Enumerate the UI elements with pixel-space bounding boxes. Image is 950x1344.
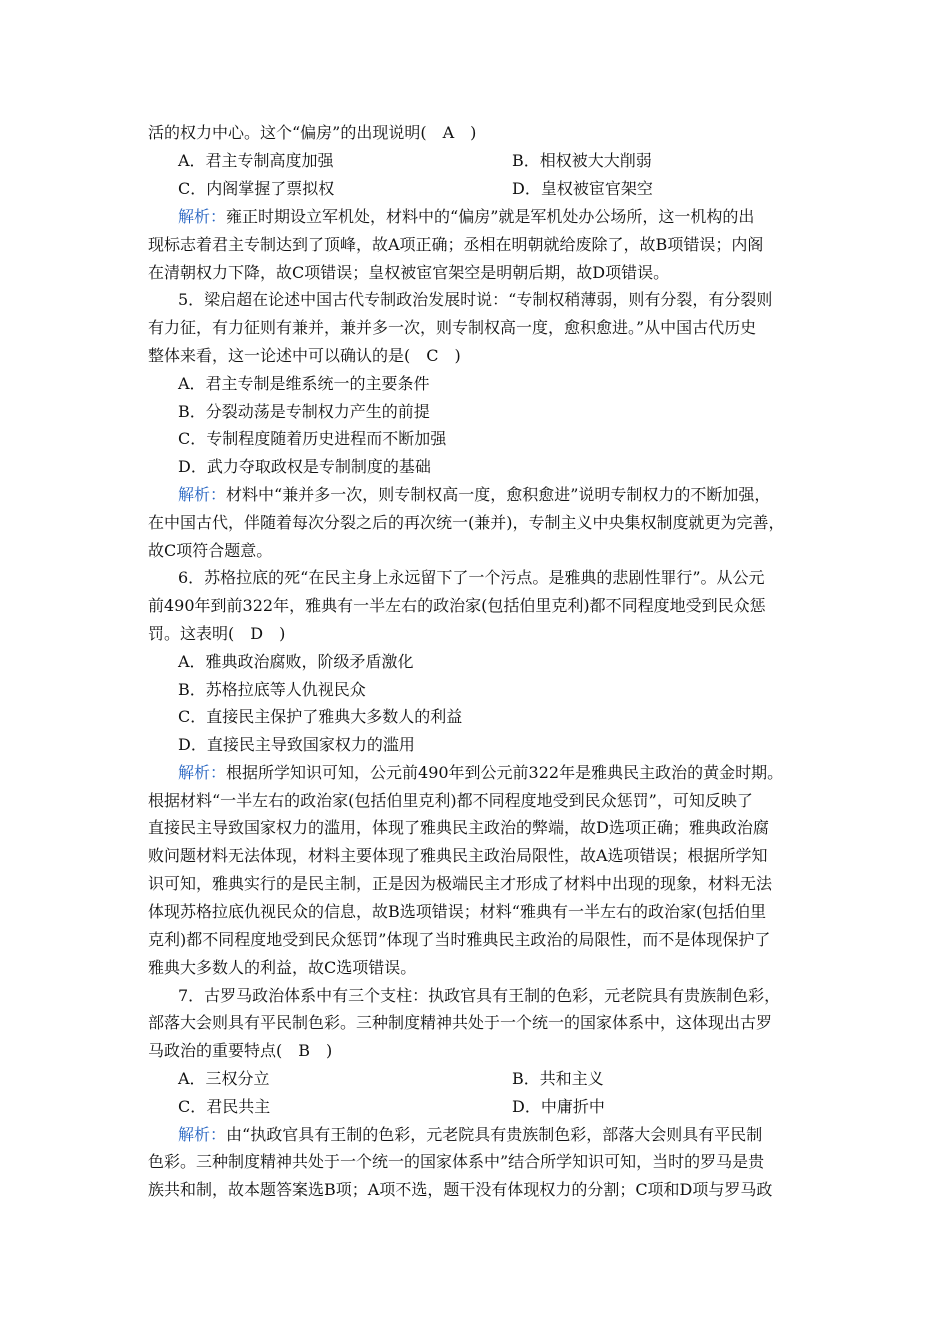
analysis-label: 解析： xyxy=(178,763,227,782)
q6-analysis-line: 体现苏格拉底仇视民众的信息，故B选项错误；材料“雅典有一半左右的政治家(包括伯里 xyxy=(148,902,767,921)
q4-option-c: C．内阁掌握了票拟权 xyxy=(178,179,335,198)
q5-analysis-line: 在中国古代，伴随着每次分裂之后的再次统一(兼并)，专制主义中央集权制度就更为完善， xyxy=(148,513,785,532)
q7-analysis-text: 由“执政官具有王制的色彩，元老院具有贵族制色彩，部落大会则具有平民制 xyxy=(226,1125,763,1144)
q4-analysis-line xyxy=(178,207,754,227)
q7-option-d: D．中庸折中 xyxy=(512,1097,605,1116)
analysis-label: 解析： xyxy=(178,207,227,226)
q5-stem-line: 有力征，有力征则有兼并，兼并多一次，则专制权高一度，愈积愈进。”从中国古代历史 xyxy=(148,318,757,337)
q5-option-a: A．君主专制是维系统一的主要条件 xyxy=(178,374,430,393)
q5-stem-line: 5．梁启超在论述中国古代专制政治发展时说：“专制权稍薄弱，则有分裂，有分裂则 xyxy=(178,290,773,309)
q4-analysis-line: 在清朝权力下降，故C项错误；皇权被宦官架空是明朝后期，故D项错误。 xyxy=(148,263,670,282)
q7-analysis-line: 族共和制，故本题答案选B项；A项不选，题干没有体现权力的分割；C项和D项与罗马政 xyxy=(148,1180,773,1199)
q5-analysis-line: 故C项符合题意。 xyxy=(148,541,273,560)
q7-analysis-line: 色彩。三种制度精神共处于一个统一的国家体系中”结合所学知识可知，当时的罗马是贵 xyxy=(148,1152,765,1171)
analysis-label: 解析： xyxy=(178,485,227,504)
q5-stem-line: 整体来看，这一论述中可以确认的是( C ) xyxy=(148,346,461,365)
q7-option-b: B．共和主义 xyxy=(512,1069,604,1088)
q6-analysis-line: 识可知，雅典实行的是民主制，正是因为极端民主才形成了材料中出现的现象，材料无法 xyxy=(148,874,773,893)
q5-analysis-text: 材料中“兼并多一次，则专制权高一度，愈积愈进”说明专制权力的不断加强， xyxy=(226,485,771,504)
q6-analysis-line: 雅典大多数人的利益，故C选项错误。 xyxy=(148,958,417,977)
q5-option-c: C．专制程度随着历史进程而不断加强 xyxy=(178,429,447,448)
q4-option-a: A．君主专制高度加强 xyxy=(178,151,334,170)
q4-option-b: B．相权被大大削弱 xyxy=(512,151,652,170)
q6-analysis-text: 根据所学知识可知，公元前490年到公元前322年是雅典民主政治的黄金时期。 xyxy=(226,763,784,782)
q6-stem-line: 罚。这表明( D ) xyxy=(148,624,286,643)
q6-stem-line: 前490年到前322年，雅典有一半左右的政治家(包括伯里克利)都不同程度地受到民众惩 xyxy=(148,596,766,615)
q6-option-b: B．苏格拉底等人仇视民众 xyxy=(178,680,366,699)
q7-option-a: A．三权分立 xyxy=(178,1069,270,1088)
q6-analysis-line: 根据材料“一半左右的政治家(包括伯里克利)都不同程度地受到民众惩罚”，可知反映了 xyxy=(148,791,753,810)
q6-analysis-line: 直接民主导致国家权力的滥用，体现了雅典民主政治的弊端，故D选项正确；雅典政治腐 xyxy=(148,818,769,837)
q4-option-d: D．皇权被宦官架空 xyxy=(512,179,653,198)
q6-analysis-line: 败问题材料无法体现，材料主要体现了雅典民主政治局限性，故A选项错误；根据所学知 xyxy=(148,846,768,865)
analysis-label: 解析： xyxy=(178,1125,227,1144)
q6-analysis-line: 克利)都不同程度地受到民众惩罚”体现了当时雅典民主政治的局限性，而不是体现保护了 xyxy=(148,930,771,949)
q6-option-d: D．直接民主导致国家权力的滥用 xyxy=(178,735,415,754)
q6-analysis-line xyxy=(178,763,783,783)
q7-analysis-line xyxy=(178,1125,762,1145)
q4-stem: 活的权力中心。这个“偏房”的出现说明( A ) xyxy=(148,123,477,142)
q6-stem-line: 6．苏格拉底的死“在民主身上永远留下了一个污点。是雅典的悲剧性罪行”。从公元 xyxy=(178,568,765,587)
q4-analysis-text: 雍正时期设立军机处，材料中的“偏房”就是军机处办公场所，这一机构的出 xyxy=(226,207,755,226)
q6-option-c: C．直接民主保护了雅典大多数人的利益 xyxy=(178,707,463,726)
q7-option-c: C．君民共主 xyxy=(178,1097,271,1116)
q7-stem-line: 7．古罗马政治体系中有三个支柱：执政官具有王制的色彩，元老院具有贵族制色彩， xyxy=(178,986,781,1005)
q7-stem-line: 部落大会则具有平民制色彩。三种制度精神共处于一个统一的国家体系中，这体现出古罗 xyxy=(148,1013,773,1032)
q4-analysis-line: 现标志着君主专制达到了顶峰，故A项正确；丞相在明朝就给废除了，故B项错误；内阁 xyxy=(148,235,764,254)
q7-stem-line: 马政治的重要特点( B ) xyxy=(148,1041,333,1060)
q5-analysis-line xyxy=(178,485,770,505)
q6-option-a: A．雅典政治腐败，阶级矛盾激化 xyxy=(178,652,414,671)
q5-option-b: B．分裂动荡是专制权力产生的前提 xyxy=(178,402,430,421)
q5-option-d: D．武力夺取政权是专制制度的基础 xyxy=(178,457,431,476)
